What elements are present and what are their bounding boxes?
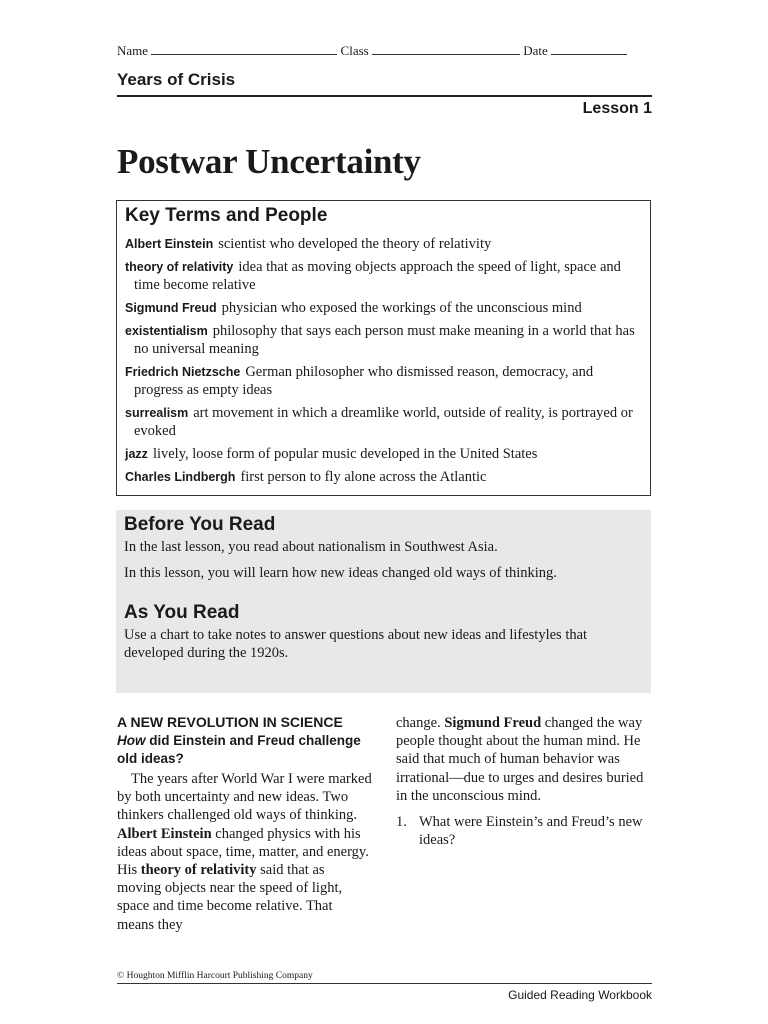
section-body-continued [396,714,651,805]
key-term: jazz [125,447,148,461]
key-term-definition: lively, loose form of popular music developed in the United States [152,446,538,462]
page-title: Postwar Uncertainty [117,142,421,181]
key-term-item [125,258,642,294]
key-term-definition: idea that as moving objects approach the speed of light, space and time become relative [134,259,621,293]
name-label: Name [117,43,149,58]
name-field[interactable] [151,42,337,55]
key-terms-box [116,200,651,496]
class-field[interactable] [372,42,520,55]
body-text: changed the way people thought about the human mind. He said that much of human behavior was irrational—due to urges and desires buried in the unconscious mind. [396,715,644,804]
header-divider [117,95,652,97]
before-you-read-text: In this lesson, you will learn how new ideas changed old ways of thinking. [124,565,557,581]
key-term-item [125,468,642,486]
reading-column-left [117,714,372,934]
key-term: theory of relativity [125,260,234,274]
before-you-read-text: In the last lesson, you read about nationalism in Southwest Asia. [124,539,498,555]
question-emphasis: How [117,733,146,748]
body-text: said that as moving objects near the speed of light, space and time become relative. That means they [117,862,343,933]
question-number: 1. [396,814,407,831]
body-bold-term: Sigmund Freud [444,715,542,731]
key-term-item [125,404,642,440]
key-term: Charles Lindbergh [125,470,236,484]
copyright-notice: © Houghton Mifflin Harcourt Publishing Company [117,971,313,981]
section-body [117,770,372,934]
question-text: did Einstein and Freud challenge old ideas? [117,733,361,766]
class-label: Class [340,43,369,58]
unit-title: Years of Crisis [117,70,236,89]
key-term-item [125,235,642,253]
body-text: change. [396,715,445,731]
key-term: Sigmund Freud [125,301,217,315]
body-text: changed physics with his ideas about space, time, matter, and energy. His [117,825,369,879]
footer-divider [117,983,652,984]
key-term: surrealism [125,406,189,420]
date-field[interactable] [551,42,627,55]
key-term-item [125,322,642,358]
section-heading: A NEW REVOLUTION IN SCIENCE [117,714,343,730]
student-info-line [117,42,652,59]
before-you-read-heading: Before You Read [124,514,276,535]
key-term: Friedrich Nietzsche [125,365,241,379]
reading-guide-box [116,510,651,693]
lesson-label: Lesson 1 [582,100,652,117]
question-prompt: What were Einstein’s and Freud’s new ideas? [419,814,643,849]
key-term-definition: physician who exposed the workings of the unconscious mind [221,300,582,316]
key-term-definition: scientist who developed the theory of relativity [218,236,492,252]
body-bold-term: theory of relativity [140,862,257,879]
reading-column-right [396,714,651,849]
key-term: Albert Einstein [125,237,214,251]
as-you-read-text: Use a chart to take notes to answer questions about new ideas and lifestyles that developed during the 1920s. [124,627,588,661]
key-term-item [125,445,642,463]
key-term-definition: art movement in which a dreamlike world, outside of reality, is portrayed or evoked [134,405,633,439]
workbook-label: Guided Reading Workbook [508,988,652,1002]
key-term-item [125,299,642,317]
key-term-definition: philosophy that says each person must make meaning in a world that has no universal meaning [134,323,635,357]
key-term: existentialism [125,324,208,338]
key-term-item [125,363,642,399]
body-bold-term: Albert Einstein [117,825,212,842]
review-question [396,813,651,849]
key-term-definition: first person to fly alone across the Atlantic [240,469,487,485]
section-question [117,732,372,768]
date-label: Date [523,43,548,58]
body-text: The years after World War I were marked by both uncertainty and new ideas. Two thinkers challenged old ways of thinking. [117,771,372,824]
key-term-definition: German philosopher who dismissed reason, democracy, and progress as empty ideas [134,364,594,398]
as-you-read-heading: As You Read [124,602,240,623]
key-terms-heading: Key Terms and People [125,205,328,226]
